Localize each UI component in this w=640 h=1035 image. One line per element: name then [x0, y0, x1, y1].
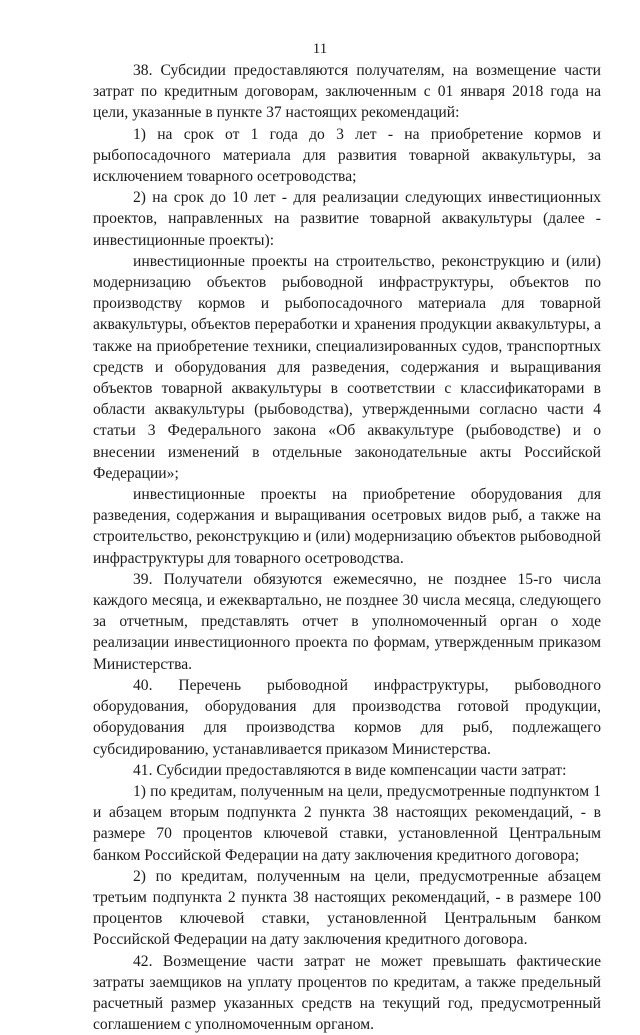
- paragraph-41-item-2: 2) по кредитам, полученным на цели, предусмотренные абзацем третьим подпункта 2 пункта 38 настоящих рекомендаций, - в размере 100 процентов ключевой ставки, установленной Центральным банком Российской Федерации на дату заключения кредитного договора.: [93, 867, 601, 949]
- paragraph-38-item-1: 1) на срок от 1 года до 3 лет - на приобретение кормов и рыбопосадочного материала для развития товарной аквакультуры, за исключением товарного осетроводства;: [93, 125, 601, 186]
- paragraph-38-item-2-projects-a: инвестиционные проекты на строительство, реконструкцию и (или) модернизацию объектов рыбоводной инфраструктуры, объектов по производству кормов и рыбопосадочного материала для товарной аквакультуры, объектов переработки и хранения продукции аквакультуры, а также на приобретение техники, специализированных судов, транспортных средств и оборудования для разведения, содержания и выращивания объектов товарной аквакультуры в соответствии с классификаторами в области аквакультуры (рыбоводства), утвержденными согласно части 4 статьи 3 Федерального закона «Об аквакультуре (рыбоводстве) и о внесении изменений в отдельные законодательные акты Российской Федерации»;: [93, 252, 601, 482]
- paragraph-38-item-2-projects-b: инвестиционные проекты на приобретение оборудования для разведения, содержания и выращивания осетровых видов рыб, а также на строительство, реконструкцию и (или) модернизацию объектов рыбоводной инфраструктуры для товарного осетроводства.: [93, 486, 601, 567]
- paragraph-39: 39. Получатели обязуются ежемесячно, не позднее 15-го числа каждого месяца, и ежеквартально, не позднее 30 числа месяца, следующего за отчетным, представлять отчет в уполномоченный орган о ходе реализации инвестиционного проекта по формам, утвержденным приказом Министерства.: [93, 570, 601, 673]
- paragraph-41: 41. Субсидии предоставляются в виде компенсации части затрат:: [133, 761, 567, 779]
- paragraph-40: 40. Перечень рыбоводной инфраструктуры, рыбоводного оборудования, оборудования для производства готовой продукции, оборудования для производства кормов для рыб, подлежащего субсидированию, устанавливается приказом Министерства.: [93, 676, 601, 758]
- paragraph-42: 42. Возмещение части затрат не может превышать фактические затраты заемщиков на уплату процентов по кредитам, а также предельный расчетный размер указанных средств на текущий год, предусмотренный соглашением с уполномоченным органом.: [93, 952, 601, 1034]
- paragraph-41-item-1: 1) по кредитам, полученным на цели, предусмотренные подпунктом 1 и абзацем вторым подпункта 2 пункта 38 настоящих рекомендаций, - в размере 70 процентов ключевой ставки, установленной Центральным банком Российской Федерации на дату заключения кредитного договора;: [93, 782, 601, 864]
- paragraph-38: 38. Субсидии предоставляются получателям, на возмещение части затрат по кредитным договорам, заключенным с 01 января 2018 года на цели, указанные в пункте 37 настоящих рекомендаций:: [93, 62, 601, 122]
- document-body: [93, 60, 601, 1035]
- page-number: 11: [312, 41, 328, 57]
- paragraph-38-item-2: 2) на срок до 10 лет - для реализации следующих инвестиционных проектов, направленных на развитие товарной аквакультуры (далее - инвестиционные проекты):: [93, 189, 601, 249]
